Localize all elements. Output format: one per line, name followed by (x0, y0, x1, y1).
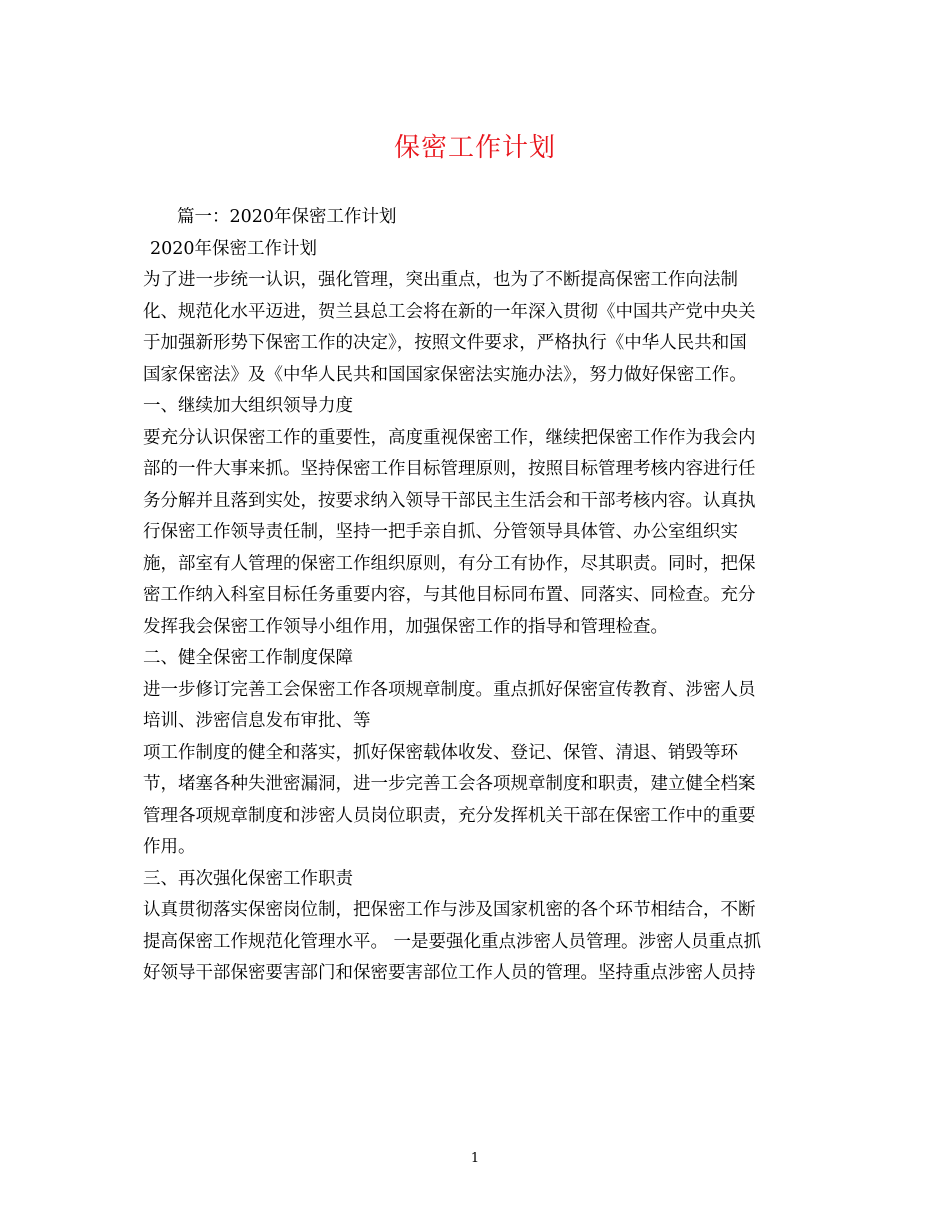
paragraph-line: 部的一件大事来抓。坚持保密工作目标管理原则，按照目标管理考核内容进行任 (143, 459, 756, 479)
paragraph-line: 化、规范化水平迈进，贺兰县总工会将在新的一年深入贯彻《中国共产党中央关 (143, 301, 756, 322)
paragraph-line: 为了进一步统一认识，强化管理，突出重点，也为了不断提高保密工作向法制 (143, 270, 738, 290)
paragraph-line: 提高保密工作规范化管理水平。 一是要强化重点涉密人员管理。涉密人员重点抓 (143, 931, 762, 952)
paragraph-line: 国家保密法》及《中华人民共和国国家保密法实施办法》，努力做好保密工作。 (143, 364, 747, 385)
paragraph-line: 密工作纳入科室目标任务重要内容，与其他目标同布置、同落实、同检查。充分 (143, 585, 756, 605)
section-heading: 篇一：2020年保密工作计划 (177, 207, 397, 227)
subheading: 2020年保密工作计划 (150, 238, 318, 259)
section-heading: 一、继续加大组织领导力度 (143, 396, 353, 416)
paragraph-line: 好领导干部保密要害部门和保密要害部位工作人员的管理。坚持重点涉密人员持 (143, 963, 756, 983)
section-heading: 二、健全保密工作制度保障 (143, 648, 353, 668)
paragraph-line: 培训、涉密信息发布审批、等 (143, 711, 371, 731)
paragraph-line: 认真贯彻落实保密岗位制，把保密工作与涉及国家机密的各个环节相结合，不断 (143, 900, 756, 920)
paragraph-line: 务分解并且落到实处，按要求纳入领导干部民主生活会和干部考核内容。认真执 (143, 490, 756, 511)
paragraph-line: 施，部室有人管理的保密工作组织原则，有分工有协作，尽其职责。同时，把保 (143, 553, 756, 574)
paragraph-line: 发挥我会保密工作领导小组作用，加强保密工作的指导和管理检查。 (143, 616, 668, 637)
paragraph-line: 作用。 (143, 837, 196, 857)
document-title: 保密工作计划 (393, 133, 556, 163)
paragraph-line: 项工作制度的健全和落实，抓好保密载体收发、登记、保管、清退、销毁等环 (143, 742, 738, 763)
paragraph-line: 进一步修订完善工会保密工作各项规章制度。重点抓好保密宣传教育、涉密人员 (143, 679, 756, 700)
page-number: 1 (470, 1151, 480, 1166)
paragraph-line: 要充分认识保密工作的重要性，高度重视保密工作，继续把保密工作作为我会内 (143, 427, 756, 448)
paragraph-line: 于加强新形势下保密工作的决定》，按照文件要求，严格执行《中华人民共和国 (143, 333, 747, 353)
document-body (143, 202, 809, 990)
paragraph-line: 行保密工作领导责任制，坚持一把手亲自抓、分管领导具体管、办公室组织实 (143, 522, 738, 542)
paragraph-line: 管理各项规章制度和涉密人员岗位职责，充分发挥机关干部在保密工作中的重要 (143, 805, 756, 826)
paragraph-line: 节，堵塞各种失泄密漏洞，进一步完善工会各项规章制度和职责，建立健全档案 (143, 774, 756, 794)
section-heading: 三、再次强化保密工作职责 (143, 868, 353, 889)
